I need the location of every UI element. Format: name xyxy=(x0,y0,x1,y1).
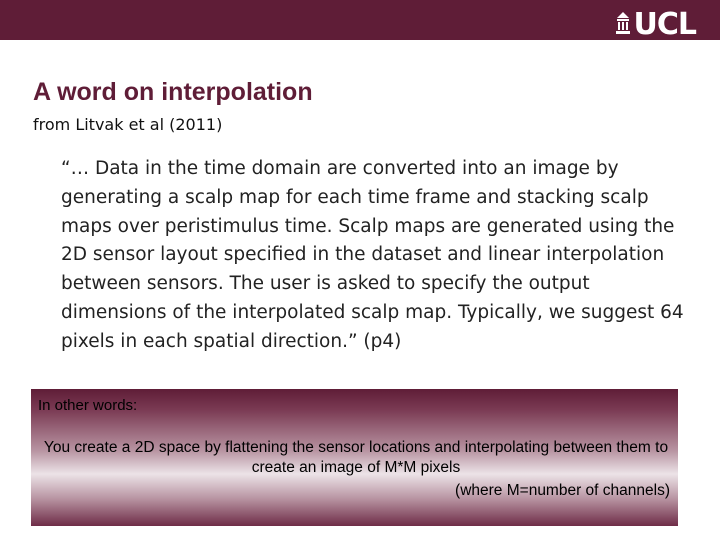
ucl-logo-text: UCL xyxy=(633,7,696,42)
ucl-logo xyxy=(616,6,697,40)
slide-title: A word on interpolation xyxy=(33,78,313,106)
callout-heading: In other words: xyxy=(38,397,138,414)
callout-box xyxy=(31,389,678,526)
callout-note: (where M=number of channels) xyxy=(455,482,670,499)
slide-subtitle: from Litvak et al (2011) xyxy=(33,115,223,134)
header-bar xyxy=(0,0,720,40)
quote-text: “… Data in the time domain are converted into an image by generating a scalp map for each time frame and stacking scalp maps over peristimulus time. Scalp maps are generated using the 2D sensor layout specified in the dataset and linear interpolation between sensors. The user is asked to specify the output dimensions of the interpolated scalp map. Typically, we suggest 64 pixels in each spatial direction.” (p4) xyxy=(61,158,684,352)
ucl-portico-icon xyxy=(616,12,630,34)
callout-body: You create a 2D space by flattening the sensor locations and interpolating between them to create an image of M*M pixels xyxy=(43,439,669,476)
